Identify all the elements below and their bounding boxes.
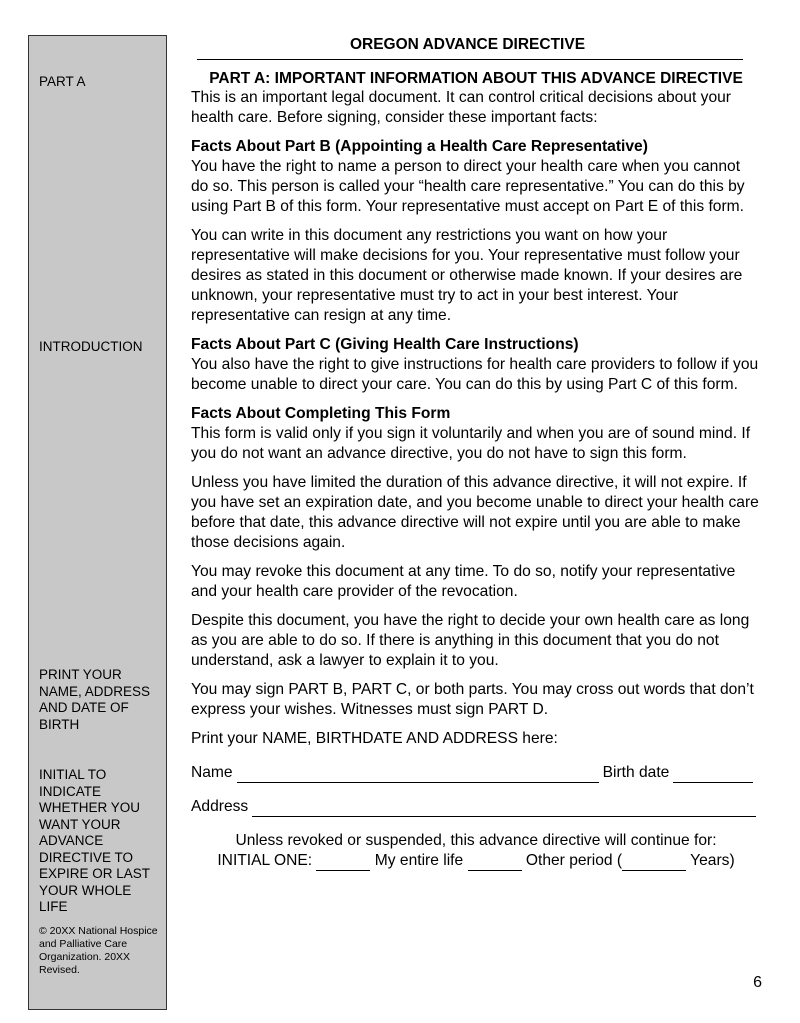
completing-heading: Facts About Completing This Form — [191, 405, 451, 422]
sidebar — [28, 35, 167, 1010]
birth-date-label: Birth date — [602, 764, 670, 781]
other-period-label: Other period ( — [525, 852, 623, 869]
name-field[interactable] — [237, 766, 599, 783]
entire-life-initial-field[interactable] — [316, 854, 370, 871]
sidebar-intro-label: INTRODUCTION — [39, 339, 143, 354]
completing-paragraph-4: Despite this document, you have the right to decide your own health care as long as you are able to do so. If there is anything in this document that you do not understand, ask a lawyer to explain it to you. — [191, 612, 750, 669]
part-b-paragraph-1: You have the right to name a person to direct your health care when you cannot do so. This person is called your “health care representative.” You can do this by using Part B of this form. Your representative must accept on Part E of this form. — [191, 158, 745, 215]
sidebar-initial-label: INITIAL TO INDICATE WHETHER YOU WANT YOUR ADVANCE DIRECTIVE TO EXPIRE OR LAST YOUR WHOLE LIFE — [39, 767, 150, 914]
initial-one-row — [191, 851, 761, 871]
address-row — [191, 797, 761, 817]
name-birthdate-row — [191, 763, 761, 783]
initial-one-label: INITIAL ONE: — [217, 852, 313, 869]
part-a-title: PART A: IMPORTANT INFORMATION ABOUT THIS ADVANCE DIRECTIVE — [209, 70, 743, 87]
main-content — [191, 69, 761, 871]
completing-paragraph-1: This form is valid only if you sign it voluntarily and when you are of sound mind. If you do not want an advance directive, you do not have to sign this form. — [191, 425, 751, 462]
document-title: OREGON ADVANCE DIRECTIVE — [349, 36, 586, 53]
intro-paragraph: This is an important legal document. It can control critical decisions about your health care. Before signing, consider these important facts: — [191, 89, 731, 126]
years-field[interactable] — [622, 854, 686, 871]
print-prompt: Print your NAME, BIRTHDATE AND ADDRESS here: — [191, 730, 558, 747]
entire-life-label: My entire life — [374, 852, 464, 869]
duration-block — [191, 831, 761, 871]
birth-date-field[interactable] — [673, 766, 753, 783]
part-c-heading: Facts About Part C (Giving Health Care Instructions) — [191, 336, 579, 353]
duration-line: Unless revoked or suspended, this advance directive will continue for: — [235, 832, 717, 849]
other-period-initial-field[interactable] — [468, 854, 522, 871]
part-c-paragraph-1: You also have the right to give instructions for health care providers to follow if you become unable to direct your care. You can do this by using Part C of this form. — [191, 356, 759, 393]
part-b-paragraph-2: You can write in this document any restrictions you want on how your representative will make decisions for you. Your representative must follow your desires as stated in this document or otherwise made known. If your desires are unknown, your representative must try to act in your best interest. Your representative can resign at any time. — [191, 227, 743, 324]
name-label: Name — [191, 764, 233, 781]
completing-paragraph-5: You may sign PART B, PART C, or both parts. You may cross out words that don’t express your wishes. Witnesses must sign PART D. — [191, 681, 754, 718]
part-b-heading: Facts About Part B (Appointing a Health Care Representative) — [191, 138, 648, 155]
sidebar-copyright: © 20XX National Hospice and Palliative Care Organization. 20XX Revised. — [39, 925, 158, 976]
sidebar-print-name-label: PRINT YOUR NAME, ADDRESS AND DATE OF BIRTH — [39, 667, 151, 732]
page-number: 6 — [753, 974, 762, 991]
completing-paragraph-2: Unless you have limited the duration of this advance directive, it will not expire. If you have set an expiration date, and you become unable to direct your health care before that date, this advance directive will not expire until you are able to make those decisions again. — [191, 474, 759, 551]
address-field[interactable] — [252, 800, 756, 817]
years-label: Years) — [690, 852, 735, 869]
address-label: Address — [191, 798, 249, 815]
sidebar-part-label: PART A — [39, 74, 86, 89]
title-rule — [197, 59, 743, 60]
completing-paragraph-3: You may revoke this document at any time. To do so, notify your representative and your health care provider of the revocation. — [191, 563, 736, 600]
